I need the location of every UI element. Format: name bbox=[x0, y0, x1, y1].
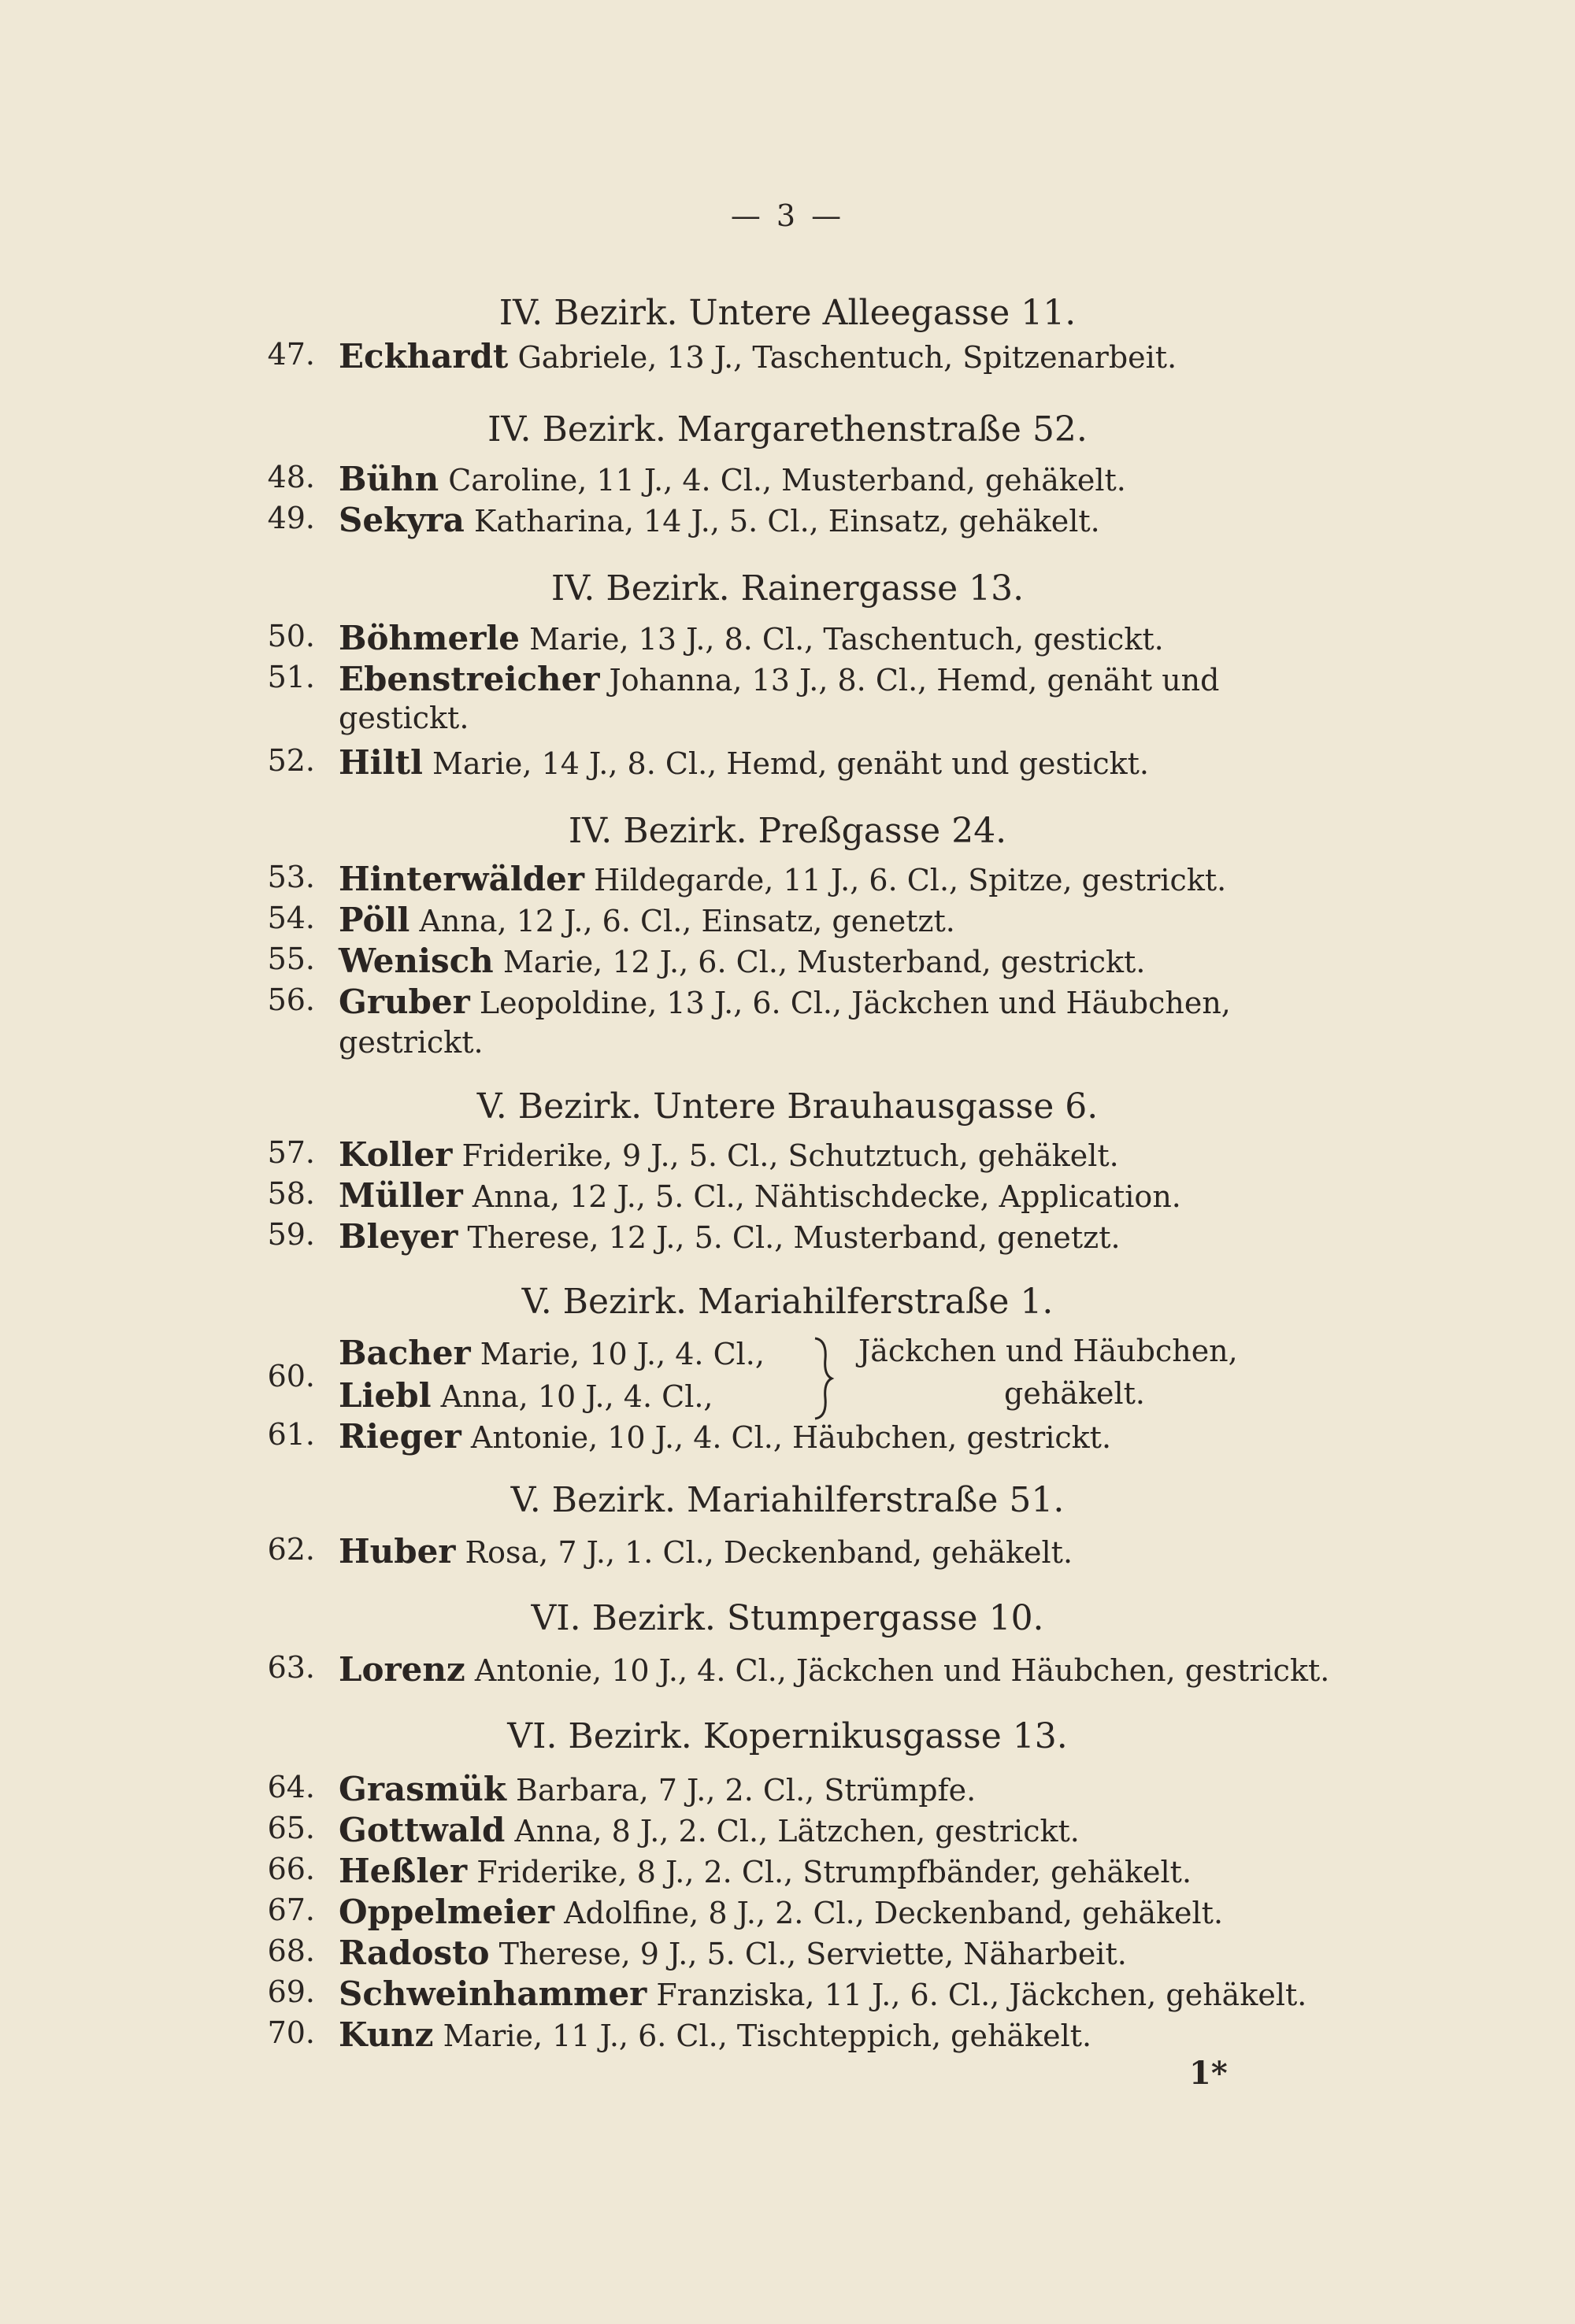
list-item bbox=[0, 743, 1575, 784]
entry-details: Hildegarde, 11 J., 6. Cl., Spitze, gestrickt. bbox=[594, 863, 1227, 897]
list-item bbox=[0, 983, 1575, 1023]
entry-surname: Müller bbox=[339, 1176, 463, 1215]
section-heading: VI. Bezirk. Stumpergasse 10. bbox=[531, 1598, 1044, 1638]
entry-surname: Ebenstreicher bbox=[339, 660, 600, 698]
entry-details: Gabriele, 13 J., Taschentuch, Spitzenarbeit. bbox=[517, 340, 1177, 375]
entry-details: Anna, 12 J., 6. Cl., Einsatz, genetzt. bbox=[419, 904, 955, 938]
entry-surname: Eckhardt bbox=[339, 337, 509, 376]
list-item bbox=[0, 1974, 1575, 2015]
list-item bbox=[0, 1417, 1575, 1458]
entry-number: 58. bbox=[267, 1176, 315, 1211]
section-heading: V. Bezirk. Mariahilferstraße 51. bbox=[510, 1480, 1065, 1520]
list-item bbox=[0, 337, 1575, 378]
section-heading: VI. Bezirk. Kopernikusgasse 13. bbox=[507, 1716, 1068, 1756]
list-item bbox=[0, 619, 1575, 660]
list-item bbox=[0, 901, 1575, 942]
entry-number: 62. bbox=[267, 1532, 315, 1567]
entry-surname: Koller bbox=[339, 1135, 453, 1174]
entry-number: 56. bbox=[267, 983, 315, 1017]
entry-number: 59. bbox=[267, 1217, 315, 1252]
entry-details: Katharina, 14 J., 5. Cl., Einsatz, gehäkelt. bbox=[474, 504, 1100, 538]
entry-surname: Rieger bbox=[339, 1417, 461, 1456]
entry-details: Jäckchen und Häubchen, bbox=[858, 1334, 1238, 1368]
entry-surname: Bacher bbox=[339, 1334, 471, 1372]
section-heading: IV. Bezirk. Untere Alleegasse 11. bbox=[498, 293, 1077, 333]
entry-surname: Böhmerle bbox=[339, 619, 521, 657]
entry-number: 66. bbox=[267, 1852, 315, 1886]
list-item bbox=[0, 501, 1575, 542]
entry-number: 54. bbox=[267, 901, 315, 935]
entry-number: 60. bbox=[267, 1359, 315, 1393]
list-item bbox=[0, 660, 1575, 701]
list-item bbox=[0, 1176, 1575, 1217]
entry-details: Antonie, 10 J., 4. Cl., Jäckchen und Häubchen, gestrickt. bbox=[474, 1653, 1330, 1688]
entry-details: Marie, 14 J., 8. Cl., Hemd, genäht und gestickt. bbox=[432, 746, 1149, 781]
list-item bbox=[0, 1934, 1575, 1974]
list-item bbox=[0, 1893, 1575, 1934]
entry-surname: Heßler bbox=[339, 1852, 468, 1890]
entry-details: Marie, 13 J., 8. Cl., Taschentuch, gestickt. bbox=[529, 622, 1164, 657]
entry-details: Therese, 9 J., 5. Cl., Serviette, Näharbeit. bbox=[498, 1937, 1127, 1971]
entry-surname: Sekyra bbox=[339, 501, 465, 539]
entry-number: 53. bbox=[267, 860, 315, 894]
entry-details: Leopoldine, 13 J., 6. Cl., Jäckchen und Häubchen, bbox=[479, 986, 1231, 1020]
entry-number: 70. bbox=[267, 2015, 315, 2050]
list-item bbox=[0, 1217, 1575, 1258]
list-item-continuation bbox=[0, 1025, 1575, 1066]
entry-number: 47. bbox=[267, 337, 315, 372]
entry-surname: Bühn bbox=[339, 460, 439, 498]
entry-number: 67. bbox=[267, 1893, 315, 1927]
entry-surname: Gruber bbox=[339, 983, 470, 1021]
entry-details: Therese, 12 J., 5. Cl., Musterband, genetzt. bbox=[467, 1220, 1121, 1255]
entry-continuation: gestrickt. bbox=[339, 1025, 484, 1060]
entry-number: 68. bbox=[267, 1934, 315, 1968]
list-item bbox=[0, 1532, 1575, 1573]
entry-details: Antonie, 10 J., 4. Cl., Häubchen, gestrickt. bbox=[470, 1420, 1112, 1455]
entry-surname: Gottwald bbox=[339, 1811, 506, 1849]
entry-details: Anna, 8 J., 2. Cl., Lätzchen, gestrickt. bbox=[514, 1814, 1080, 1848]
entry-surname: Wenisch bbox=[339, 942, 494, 980]
entry-details: Rosa, 7 J., 1. Cl., Deckenband, gehäkelt. bbox=[465, 1535, 1073, 1570]
entry-surname: Grasmük bbox=[339, 1770, 506, 1808]
section-heading: V. Bezirk. Mariahilferstraße 1. bbox=[521, 1282, 1054, 1322]
list-item bbox=[0, 1811, 1575, 1852]
entry-surname: Lorenz bbox=[339, 1650, 465, 1689]
entry-number: 63. bbox=[267, 1650, 315, 1685]
list-item bbox=[0, 1770, 1575, 1811]
list-item bbox=[0, 460, 1575, 501]
section-heading: V. Bezirk. Untere Brauhausgasse 6. bbox=[476, 1086, 1099, 1127]
entry-number: 50. bbox=[267, 619, 315, 653]
entry-surname: Hiltl bbox=[339, 743, 423, 782]
entry-details: Adolfine, 8 J., 2. Cl., Deckenband, gehäkelt. bbox=[564, 1896, 1224, 1930]
entry-number: 48. bbox=[267, 460, 315, 494]
entry-surname: Liebl bbox=[339, 1376, 432, 1415]
list-item bbox=[0, 1334, 1575, 1375]
list-item bbox=[0, 1376, 1575, 1417]
list-item bbox=[0, 1852, 1575, 1893]
entry-details: Friderike, 8 J., 2. Cl., Strumpfbänder, gehäkelt. bbox=[476, 1855, 1192, 1889]
entry-number: 64. bbox=[267, 1770, 315, 1804]
brace-icon bbox=[811, 1335, 835, 1422]
entry-details: Anna, 12 J., 5. Cl., Nähtischdecke, Application. bbox=[472, 1179, 1181, 1214]
entry-surname: Radosto bbox=[339, 1934, 490, 1972]
list-item bbox=[0, 1650, 1575, 1691]
entry-number: 55. bbox=[267, 942, 315, 976]
signature-mark: 1* bbox=[1189, 2055, 1228, 2092]
section-heading: IV. Bezirk. Margarethenstraße 52. bbox=[487, 409, 1088, 450]
entry-surname: Bleyer bbox=[339, 1217, 458, 1256]
list-item bbox=[0, 2015, 1575, 2056]
entry-number: 51. bbox=[267, 660, 315, 694]
entry-number: 69. bbox=[267, 1974, 315, 2009]
entry-surname: Oppelmeier bbox=[339, 1893, 554, 1931]
list-item-continuation bbox=[0, 701, 1575, 742]
entry-surname: Schweinhammer bbox=[339, 1974, 647, 2013]
entry-details: Marie, 12 J., 6. Cl., Musterband, gestrickt. bbox=[502, 945, 1146, 979]
entry-details: Anna, 10 J., 4. Cl., bbox=[440, 1379, 713, 1414]
entry-surname: Kunz bbox=[339, 2015, 434, 2054]
entry-details: Marie, 10 J., 4. Cl., bbox=[480, 1337, 765, 1371]
entry-details: Caroline, 11 J., 4. Cl., Musterband, gehäkelt. bbox=[448, 463, 1126, 498]
entry-details: Friderike, 9 J., 5. Cl., Schutztuch, gehäkelt. bbox=[461, 1138, 1119, 1173]
entry-details: Johanna, 13 J., 8. Cl., Hemd, genäht und bbox=[609, 663, 1220, 698]
entry-details: Barbara, 7 J., 2. Cl., Strümpfe. bbox=[516, 1773, 976, 1808]
entry-details: Franziska, 11 J., 6. Cl., Jäckchen, gehäkelt. bbox=[656, 1978, 1307, 2012]
list-item bbox=[0, 860, 1575, 901]
entry-surname: Hinterwälder bbox=[339, 860, 584, 898]
entry-number: 52. bbox=[267, 743, 315, 778]
entry-details: Marie, 11 J., 6. Cl., Tischteppich, gehäkelt. bbox=[443, 2019, 1092, 2053]
page-number: — 3 — bbox=[730, 198, 845, 233]
section-heading: IV. Bezirk. Rainergasse 13. bbox=[550, 568, 1025, 609]
entry-number: 57. bbox=[267, 1135, 315, 1170]
entry-surname: Pöll bbox=[339, 901, 410, 939]
list-item bbox=[0, 942, 1575, 983]
entry-continuation: gestickt. bbox=[339, 701, 469, 735]
entry-number: 49. bbox=[267, 501, 315, 535]
section-heading: IV. Bezirk. Preßgasse 24. bbox=[568, 811, 1007, 851]
entry-number: 61. bbox=[267, 1417, 315, 1452]
entry-details: gehäkelt. bbox=[1004, 1376, 1145, 1411]
entry-number: 65. bbox=[267, 1811, 315, 1845]
list-item bbox=[0, 1135, 1575, 1176]
entry-surname: Huber bbox=[339, 1532, 456, 1571]
